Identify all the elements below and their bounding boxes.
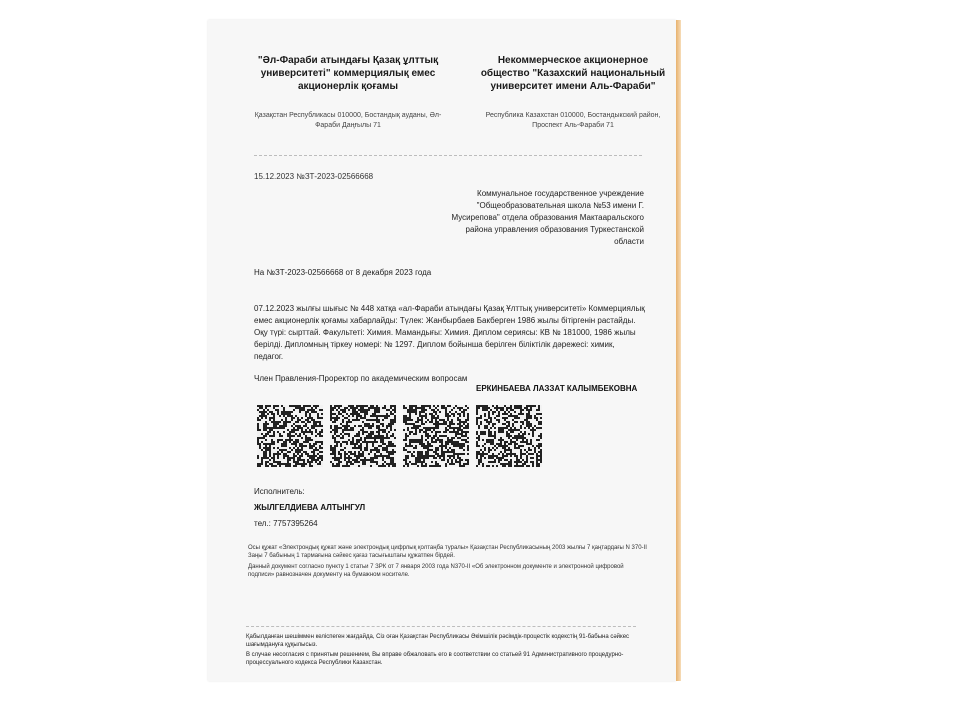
signer-title: Член Правления-Проректор по академическим вопросам <box>254 374 468 383</box>
executor-name: ЖЫЛГЕЛДИЕВА АЛТЫНГУЛ <box>254 503 366 512</box>
page-edge-strip <box>676 20 681 681</box>
legal-note-ru: Данный документ согласно пункту 1 статьи 7 ЗРК от 7 января 2003 года N370-II «Об электронном документе и электронной цифровой подписи» равнозначен документу на бумажном носителе. <box>248 564 624 578</box>
registration-number: 15.12.2023 №ЗТ-2023-02566668 <box>254 172 374 181</box>
signer-name: ЕРКИНБАЕВА ЛАЗЗАТ КАЛЫМБЕКОВНА <box>476 384 638 393</box>
header-divider <box>254 155 642 156</box>
footer-divider <box>246 626 636 627</box>
qr-code-2 <box>330 405 396 467</box>
org-name-ru: Некоммерческое акционерное общество "Казахский национальный университет имени Аль-Фараби" <box>480 55 666 92</box>
qr-code-4 <box>476 405 542 467</box>
qr-code-icon <box>476 405 542 467</box>
org-address-ru: Республика Казахстан 010000, Бостандыкский район, Проспект Аль-Фараби 71 <box>485 112 661 129</box>
qr-code-icon <box>330 405 396 467</box>
qr-code-icon <box>403 405 469 467</box>
document-page <box>208 20 676 681</box>
executor-label: Исполнитель: <box>254 487 305 496</box>
reference-line: На №ЗТ-2023-02566668 от 8 декабря 2023 года <box>254 268 432 277</box>
qr-code-1 <box>257 405 323 467</box>
qr-code-3 <box>403 405 469 467</box>
legal-note-kz: Осы құжат «Электрондық құжат және электрондық цифрлық қолтаңба туралы» Қазақстан Республикасының 2003 жылғы 7 қаңтардағы N 370-II Заңы 7 бабының 1 тармағына сәйкес қағаз тасығыштағы құжатпен бірдей. <box>248 545 647 559</box>
org-name-kz: "Әл-Фараби атындағы Қазақ ұлттық университеті" коммерциялық емес акционерлік қоғамы <box>257 55 439 92</box>
recipient-block: Коммунальное государственное учреждение "Общеобразовательная школа №53 имени Г. Мусирепова" отдела образования Мактааральского района управления образования Туркестанской области <box>451 189 644 246</box>
appeal-notice-kz: Қабылданған шешіммен келіспеген жағдайда, Сіз оған Қазақстан Республикасы Әкімшілік рәсімдік-процестік кодекстің 91-бабына сәйкес шағымдануға құқылысыз. <box>246 634 630 648</box>
letter-body: 07.12.2023 жылғы шығыс № 448 хатқа «ал-Фараби атындағы Қазақ Ұлттық университеті» Коммерциялық емес акционерлік қоғамы хабарлайды: Түлек: Жанбырбаев Бакберген 1986 жылы бітіргенін растайды. Оқу түрі: сырттай. Факультеті: Химия. Мамандығы: Химия. Диплом сериясы: КВ № 181000, 1986 жылы берілді. Дипломның тіркеу номері: № 1297. Диплом бойынша берілген біліктілік дәрежесі: химик, педагог. <box>254 304 645 361</box>
qr-code-icon <box>257 405 323 467</box>
org-address-kz: Қазақстан Республикасы 010000, Бостандық ауданы, Әл-Фараби Даңғылы 71 <box>254 112 442 129</box>
appeal-notice-ru: В случае несогласия с принятым решением, Вы вправе обжаловать его в соответствии со статьей 91 Административного процедурно-процессуального кодекса Республики Казахстан. <box>246 652 624 666</box>
executor-phone: тел.: 7757395264 <box>254 519 318 528</box>
